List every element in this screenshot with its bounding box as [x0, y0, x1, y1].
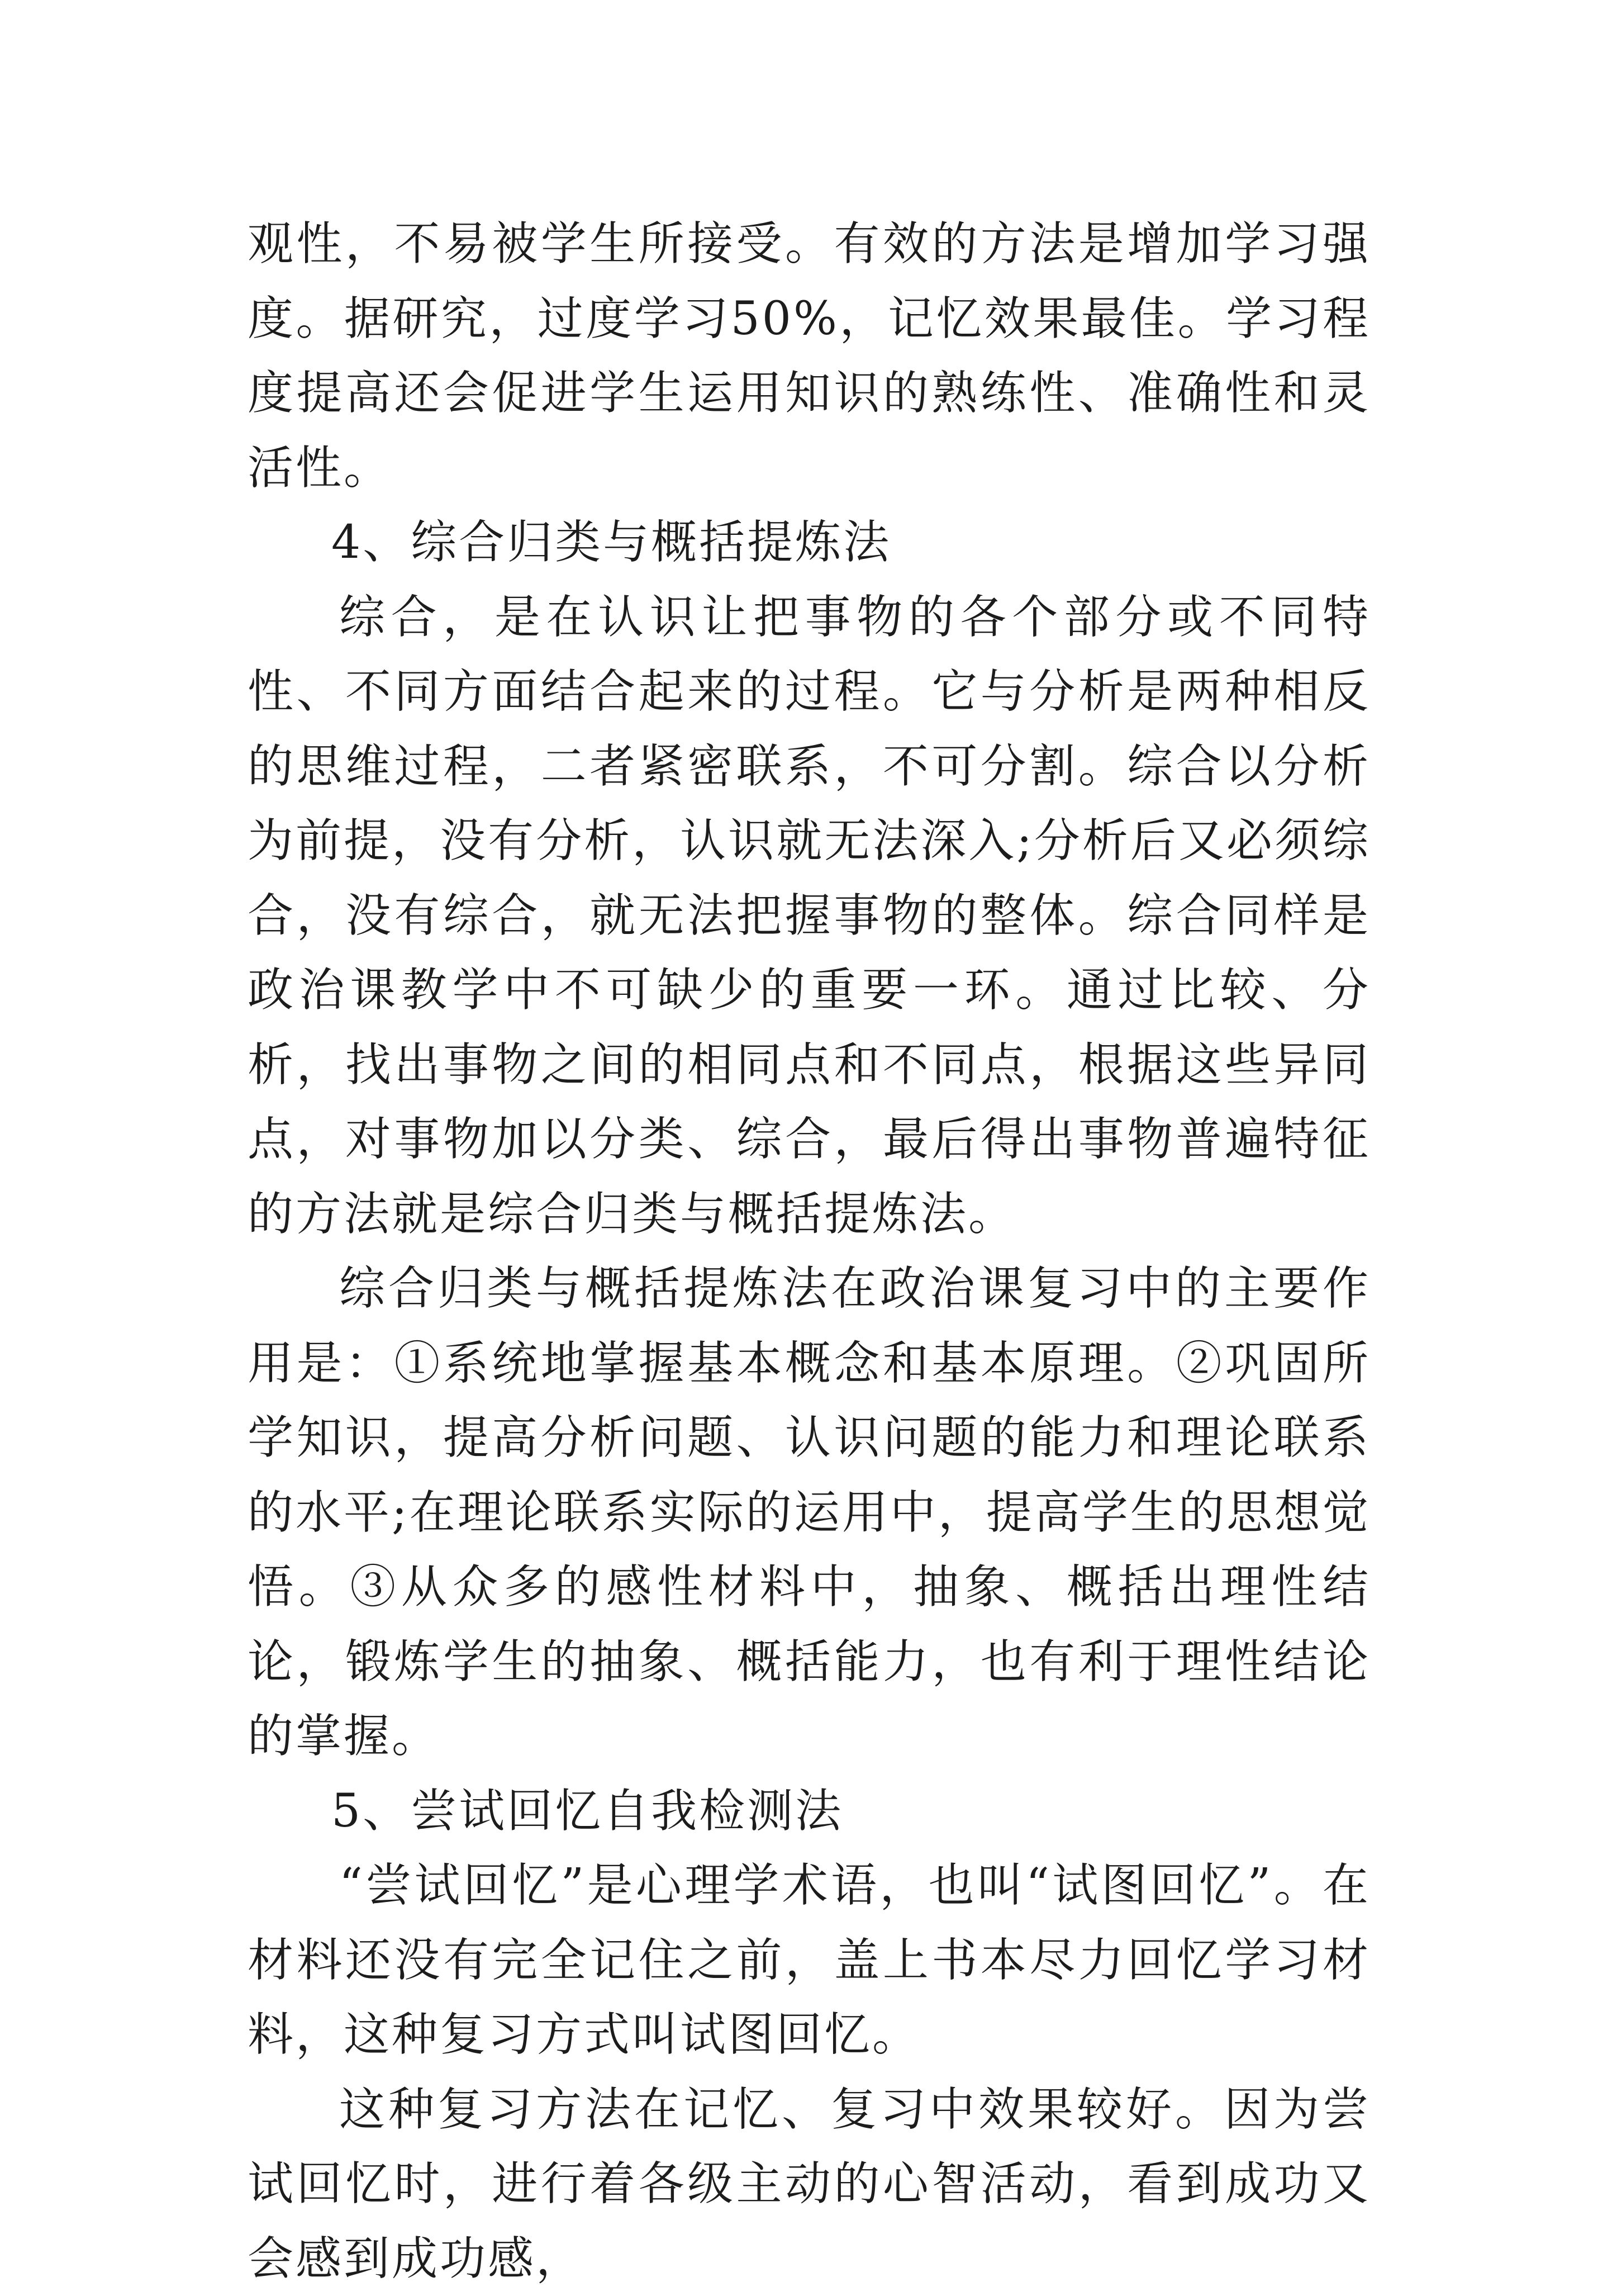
document-body — [248, 207, 1371, 2296]
section-heading-4: 4、综合归类与概括提炼法 — [248, 505, 1371, 580]
paragraph-synthesis-role: 综合归类与概括提炼法在政治课复习中的主要作用是：①系统地掌握基本概念和基本原理。②巩固所学知识，提高分析问题、认识问题的能力和理论联系的水平;在理论联系实际的运用中，提高学生的思想觉悟。③从众多的感性材料中，抽象、概括出理性结论，锻炼学生的抽象、概括能力，也有利于理性结论的掌握。 — [248, 1251, 1371, 1774]
section-heading-5: 5、尝试回忆自我检测法 — [248, 1774, 1371, 1849]
paragraph-recall-definition: “尝试回忆”是心理学术语，也叫“试图回忆”。在材料还没有完全记住之前，盖上书本尽力回忆学习材料，这种复习方式叫试图回忆。 — [248, 1848, 1371, 2072]
paragraph-synthesis-definition: 综合，是在认识让把事物的各个部分或不同特性、不同方面结合起来的过程。它与分析是两种相反的思维过程，二者紧密联系，不可分割。综合以分析为前提，没有分析，认识就无法深入;分析后又必须综合，没有综合，就无法把握事物的整体。综合同样是政治课教学中不可缺少的重要一环。通过比较、分析，找出事物之间的相同点和不同点，根据这些异同点，对事物加以分类、综合，最后得出事物普遍特征的方法就是综合归类与概括提炼法。 — [248, 580, 1371, 1252]
paragraph-recall-effect: 这种复习方法在记忆、复习中效果较好。因为尝试回忆时，进行着各级主动的心智活动，看到成功又会感到成功感， — [248, 2072, 1371, 2296]
paragraph-continuation: 观性，不易被学生所接受。有效的方法是增加学习强度。据研究，过度学习50%，记忆效果最佳。学习程度提高还会促进学生运用知识的熟练性、准确性和灵活性。 — [248, 207, 1371, 505]
